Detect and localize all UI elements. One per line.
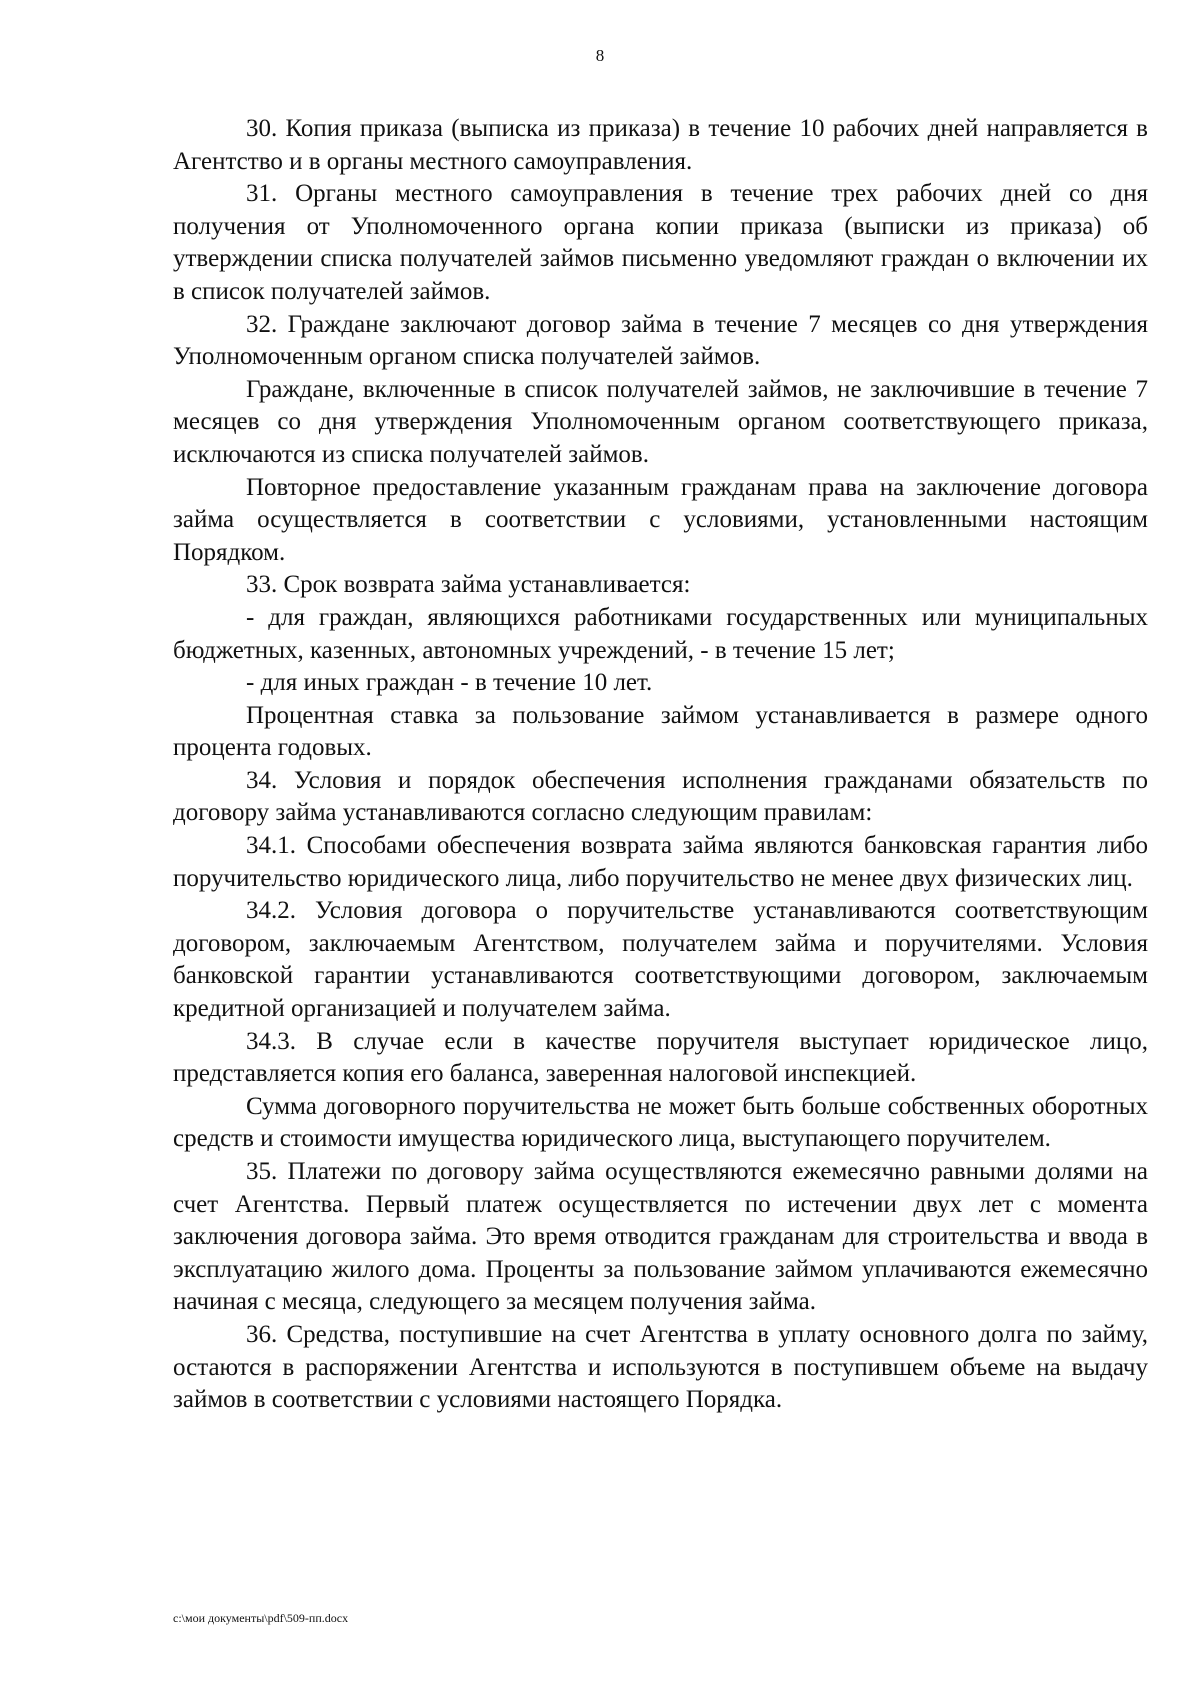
paragraph-34-2: 34.2. Условия договора о поручительстве устанавливаются соответствующим договором, заключаемым Агентством, получателем займа и поручителями. Условия банковской гарантии устанавливаются соответствующими договором, заключаемым кредитной организацией и получателем займа. xyxy=(173,897,1148,1023)
paragraph-32: 32. Граждане заключают договор займа в течение 7 месяцев со дня утверждения Уполномоченным органом списка получателей займов. xyxy=(173,310,1148,371)
footer-file-path: c:\мои документы\pdf\509-пп.docx xyxy=(173,1611,349,1625)
paragraph-32-repeat: Повторное предоставление указанным гражданам права на заключение договора займа осуществляется в соответствии с условиями, установленными настоящим Порядком. xyxy=(173,473,1148,566)
paragraph-34-3-sum: Сумма договорного поручительства не может быть больше собственных оборотных средств и стоимости имущества юридического лица, выступающего поручителем. xyxy=(173,1092,1148,1153)
paragraph-33-other: - для иных граждан - в течение 10 лет. xyxy=(246,669,653,697)
document-body xyxy=(173,113,1148,1417)
paragraph-32-excluded: Граждане, включенные в список получателей займов, не заключившие в течение 7 месяцев со дня утверждения Уполномоченным органом соответствующего приказа, исключаются из списка получателей займов. xyxy=(173,375,1148,468)
paragraph-36: 36. Средства, поступившие на счет Агентства в уплату основного долга по займу, остаются в распоряжении Агентства и используются в поступившем объеме на выдачу займов в соответствии с условиями настоящего Порядка. xyxy=(173,1320,1148,1414)
paragraph-34: 34. Условия и порядок обеспечения исполнения гражданами обязательств по договору займа устанавливаются согласно следующим правилам: xyxy=(173,766,1148,827)
page-number: 8 xyxy=(595,46,605,65)
paragraph-35: 35. Платежи по договору займа осуществляются ежемесячно равными долями на счет Агентства. Первый платеж осуществляется по истечении двух лет с момента заключения договора займа. Это время отводится гражданам для строительства и ввода в эксплуатацию жилого дома. Проценты за пользование займом уплачиваются ежемесячно начиная с месяца, следующего за месяцем получения займа. xyxy=(173,1158,1148,1316)
paragraph-33-state-workers: - для граждан, являющихся работниками государственных или муниципальных бюджетных, казенных, автономных учреждений, - в течение 15 лет; xyxy=(173,603,1148,664)
paragraph-34-1: 34.1. Способами обеспечения возврата займа являются банковская гарантия либо поручительство юридического лица, либо поручительство не менее двух физических лиц. xyxy=(173,832,1148,892)
paragraph-34-3: 34.3. В случае если в качестве поручителя выступает юридическое лицо, представляется копия его баланса, заверенная налоговой инспекцией. xyxy=(173,1027,1148,1088)
paragraph-33: 33. Срок возврата займа устанавливается: xyxy=(246,571,691,599)
paragraph-30: 30. Копия приказа (выписка из приказа) в течение 10 рабочих дней направляется в Агентство и в органы местного самоуправления. xyxy=(173,115,1148,175)
paragraph-31: 31. Органы местного самоуправления в течение трех рабочих дней со дня получения от Уполномоченного органа копии приказа (выписки из приказа) об утверждении списка получателей займов письменно уведомляют граждан о включении их в список получателей займов. xyxy=(173,180,1148,305)
paragraph-33-rate: Процентная ставка за пользование займом устанавливается в размере одного процента годовых. xyxy=(173,701,1148,762)
